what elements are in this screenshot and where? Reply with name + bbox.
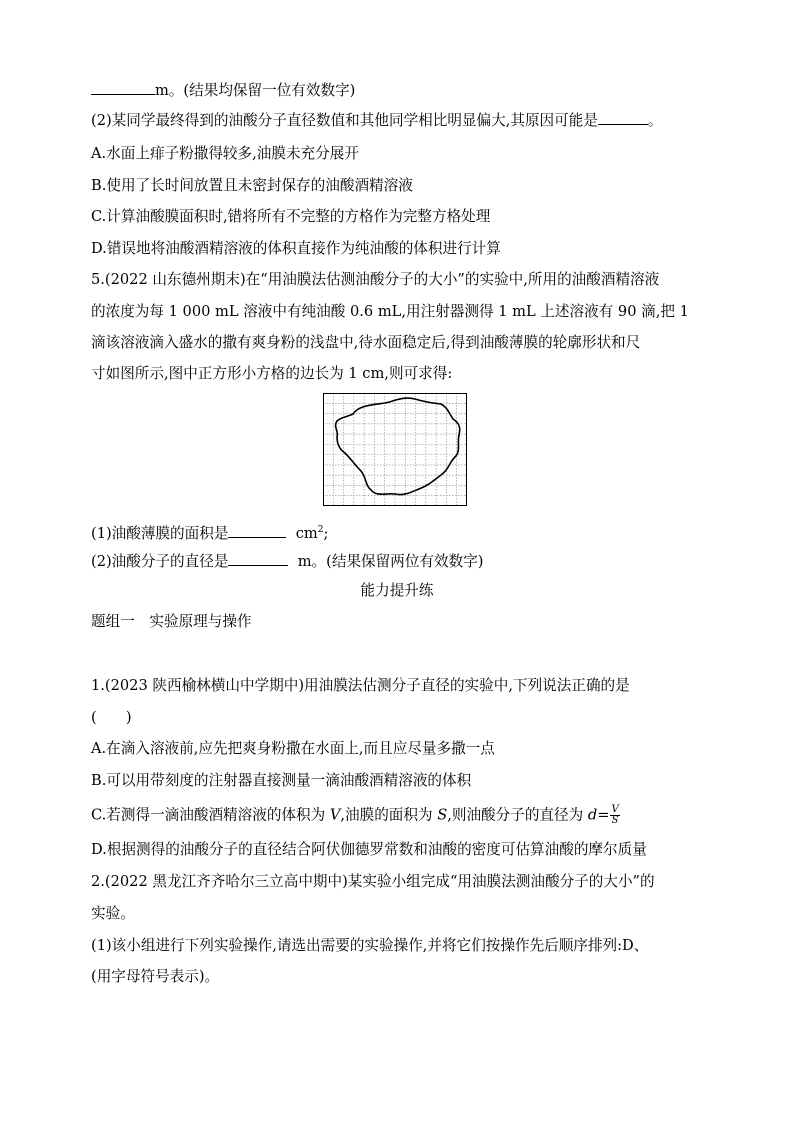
grid-lines bbox=[323, 393, 467, 506]
q5-line-3: 滴该溶液滴入盛水的撒有爽身粉的浅盘中,待水面稳定后,得到油酸薄膜的轮廓形状和尺 bbox=[91, 334, 641, 351]
answer-blank bbox=[598, 110, 648, 125]
q1-stem: 1.(2023 陕西榆林横山中学期中)用油膜法估测分子直径的实验中,下列说法正确的是 bbox=[91, 677, 630, 694]
answer-line-prev: m。(结果均保留一位有效数字) bbox=[91, 80, 355, 101]
q1-paren: ( ) bbox=[91, 709, 132, 726]
oil-film-outline bbox=[336, 398, 460, 494]
area-answer-blank bbox=[228, 523, 286, 538]
option-a: A.水面上痱子粉撒得较多,油膜未充分展开 bbox=[91, 145, 359, 162]
section-title: 能力提升练 bbox=[360, 582, 434, 599]
diameter-answer-blank bbox=[228, 551, 288, 566]
q2-line-3: (1)该小组进行下列实验操作,请选出需要的实验操作,并将它们按操作先后顺序排列:D、 bbox=[91, 937, 649, 954]
q2-line-2: 实验。 bbox=[91, 905, 135, 922]
q1-option-d: D.根据测得的油酸分子的直径结合阿伏伽德罗常数和油酸的密度可估算油酸的摩尔质量 bbox=[91, 841, 647, 858]
grid-border bbox=[324, 394, 467, 506]
q1-option-a: A.在滴入溶液前,应先把爽身粉撒在水面上,而且应尽量多撒一点 bbox=[91, 740, 495, 757]
q5-sub-1: (1)油酸薄膜的面积是 $cm^2$; bbox=[91, 524, 329, 542]
q5-line-4: 寸如图所示,图中正方形小方格的边长为 1 cm,则可求得: bbox=[91, 365, 453, 382]
q5-line-2: 的浓度为每 1 000 mL 溶液中有纯油酸 0.6 mL,用注射器测得 1 mL 上述溶液有 90 滴,把 1 bbox=[91, 303, 689, 320]
question-2-stem: (2)某同学最终得到的油酸分子直径数值和其他同学相比明显偏大,其原因可能是 。 bbox=[91, 112, 663, 129]
answer-blank bbox=[91, 80, 155, 95]
q5-sub-2: (2)油酸分子的直径是 m。(结果保留两位有效数字) bbox=[91, 553, 484, 570]
option-b: B.使用了长时间放置且未密封保存的油酸酒精溶液 bbox=[91, 177, 413, 194]
fraction-v-over-s: $\frac{V}{S}$ bbox=[611, 804, 619, 826]
option-c: C.计算油酸膜面积时,错将所有不完整的方格作为完整方格处理 bbox=[91, 208, 491, 225]
q5-line-1: 5.(2022 山东德州期末)在“用油膜法估测油酸分子的大小”的实验中,所用的油酸酒精溶液 bbox=[91, 271, 660, 288]
oil-film-grid-figure bbox=[323, 393, 467, 506]
option-d: D.错误地将油酸酒精溶液的体积直接作为纯油酸的体积进行计算 bbox=[91, 240, 501, 257]
q1-option-b: B.可以用带刻度的注射器直接测量一滴油酸酒精溶液的体积 bbox=[91, 772, 472, 789]
group-title: 题组一 实验原理与操作 bbox=[91, 613, 252, 630]
q1-option-c: C.若测得一滴油酸酒精溶液的体积为 V,油膜的面积为 S,则油酸分子的直径为 d= $\frac{V}{S}$ bbox=[91, 804, 619, 826]
q2-line-1: 2.(2022 黑龙江齐齐哈尔三立高中期中)某实验小组完成“用油膜法测油酸分子的大小”的 bbox=[91, 873, 655, 890]
q2-line-4: (用字母符号表示)。 bbox=[91, 968, 220, 985]
